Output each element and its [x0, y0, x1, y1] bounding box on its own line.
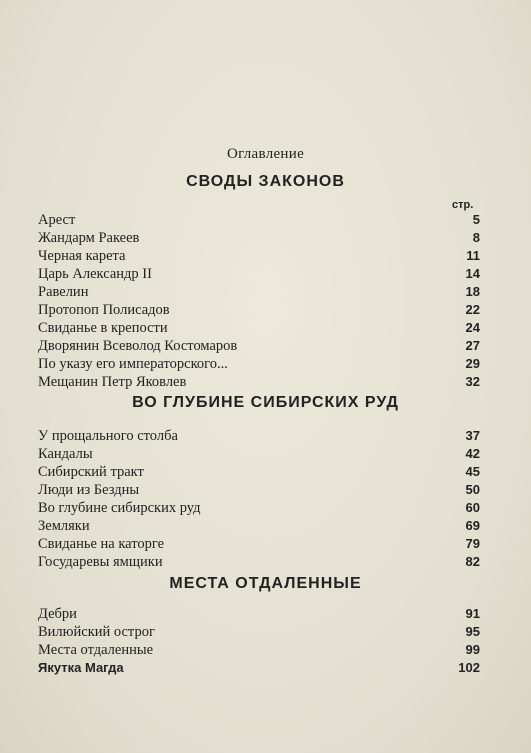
entry-title: Люди из Бездны [38, 482, 140, 498]
toc-entry [38, 301, 480, 319]
section-title-3: МЕСТА ОТДАЛЕННЫЕ [169, 575, 362, 592]
leader-dots [206, 499, 452, 517]
toc-entry [38, 319, 480, 337]
entry-page: 91 [465, 606, 480, 621]
toc-entry [38, 463, 480, 481]
leader-dots [145, 229, 452, 247]
entry-page: 60 [465, 500, 480, 515]
entry-title: Дебри [38, 606, 77, 622]
toc-entry [38, 445, 480, 463]
entry-title: Равелин [38, 284, 89, 300]
entry-page: 82 [465, 554, 480, 569]
toc-entry [38, 623, 480, 641]
toc-entry [38, 373, 480, 391]
entry-page: 24 [465, 320, 480, 335]
toc-entry [38, 659, 480, 677]
toc-entry [38, 517, 480, 535]
entry-page: 32 [465, 374, 480, 389]
toc-entry [38, 605, 480, 623]
leader-dots [243, 337, 452, 355]
entry-page: 69 [465, 518, 480, 533]
entry-page: 79 [465, 536, 480, 551]
leader-dots [159, 641, 452, 659]
leader-dots [161, 623, 452, 641]
toc-entry [38, 337, 480, 355]
contents-heading: Оглавление [226, 146, 305, 162]
leader-dots [150, 463, 452, 481]
entry-title: Вилюйский острог [38, 624, 155, 640]
toc-entry [38, 211, 480, 229]
entry-title: Мещанин Петр Яковлев [38, 374, 187, 390]
entry-page: 95 [465, 624, 480, 639]
entry-page: 8 [472, 230, 480, 245]
leader-dots [99, 445, 452, 463]
leader-dots [169, 553, 452, 571]
entry-page: 14 [465, 266, 480, 281]
toc-entry [38, 229, 480, 247]
entry-page: 18 [465, 284, 480, 299]
toc-entry [38, 355, 480, 373]
entry-title: Дворянин Всеволод Костомаров [38, 338, 238, 354]
entry-page: 102 [458, 660, 480, 675]
entry-title: Якутка Магда [38, 660, 124, 675]
entry-title: Сибирский тракт [38, 464, 144, 480]
entry-page: 29 [465, 356, 480, 371]
leader-dots [158, 265, 452, 283]
entry-title: Черная карета [38, 248, 126, 264]
entry-title: Кандалы [38, 446, 93, 462]
entry-title: Во глубине сибирских руд [38, 500, 201, 516]
leader-dots [83, 605, 452, 623]
leader-dots [81, 211, 452, 229]
entry-page: 99 [465, 642, 480, 657]
leader-dots [184, 427, 452, 445]
entry-page: 5 [472, 212, 480, 227]
entry-page: 42 [465, 446, 480, 461]
entry-page: 37 [465, 428, 480, 443]
entry-page: 45 [465, 464, 480, 479]
entry-title: Протопоп Полисадов [38, 302, 170, 318]
leader-dots [174, 319, 452, 337]
toc-entry [38, 283, 480, 301]
leader-dots [176, 301, 452, 319]
entry-title: Свиданье в крепости [38, 320, 168, 336]
leader-dots [94, 283, 452, 301]
leader-dots [145, 481, 452, 499]
toc-entry [38, 641, 480, 659]
leader-dots [96, 517, 452, 535]
entry-title: Свиданье на каторге [38, 536, 165, 552]
section-title-2: ВО ГЛУБИНЕ СИБИРСКИХ РУД [132, 394, 399, 411]
entry-page: 11 [466, 248, 480, 263]
leader-dots [132, 247, 453, 265]
page-column-label: стр. [452, 199, 474, 211]
leader-dots [192, 373, 452, 391]
toc-entry [38, 499, 480, 517]
entry-title: По указу его императорского... [38, 356, 228, 372]
toc-entry [38, 535, 480, 553]
entry-title: Арест [38, 212, 76, 228]
entry-title: Государевы ямщики [38, 554, 163, 570]
entry-title: Места отдаленные [38, 642, 154, 658]
entry-page: 27 [465, 338, 480, 353]
leader-dots [170, 535, 452, 553]
entry-title: Жандарм Ракеев [38, 230, 140, 246]
toc-entry [38, 553, 480, 571]
entry-title: У прощального столба [38, 428, 178, 444]
toc-entry [38, 481, 480, 499]
toc-entry [38, 427, 480, 445]
entry-title: Царь Александр II [38, 266, 152, 282]
entry-page: 50 [465, 482, 480, 497]
entry-page: 22 [465, 302, 480, 317]
leader-dots [234, 355, 452, 373]
entry-title: Земляки [38, 518, 90, 534]
leader-dots [130, 659, 452, 677]
section-title-1: СВОДЫ ЗАКОНОВ [186, 173, 345, 190]
toc-entry [38, 247, 480, 265]
toc-entry [38, 265, 480, 283]
